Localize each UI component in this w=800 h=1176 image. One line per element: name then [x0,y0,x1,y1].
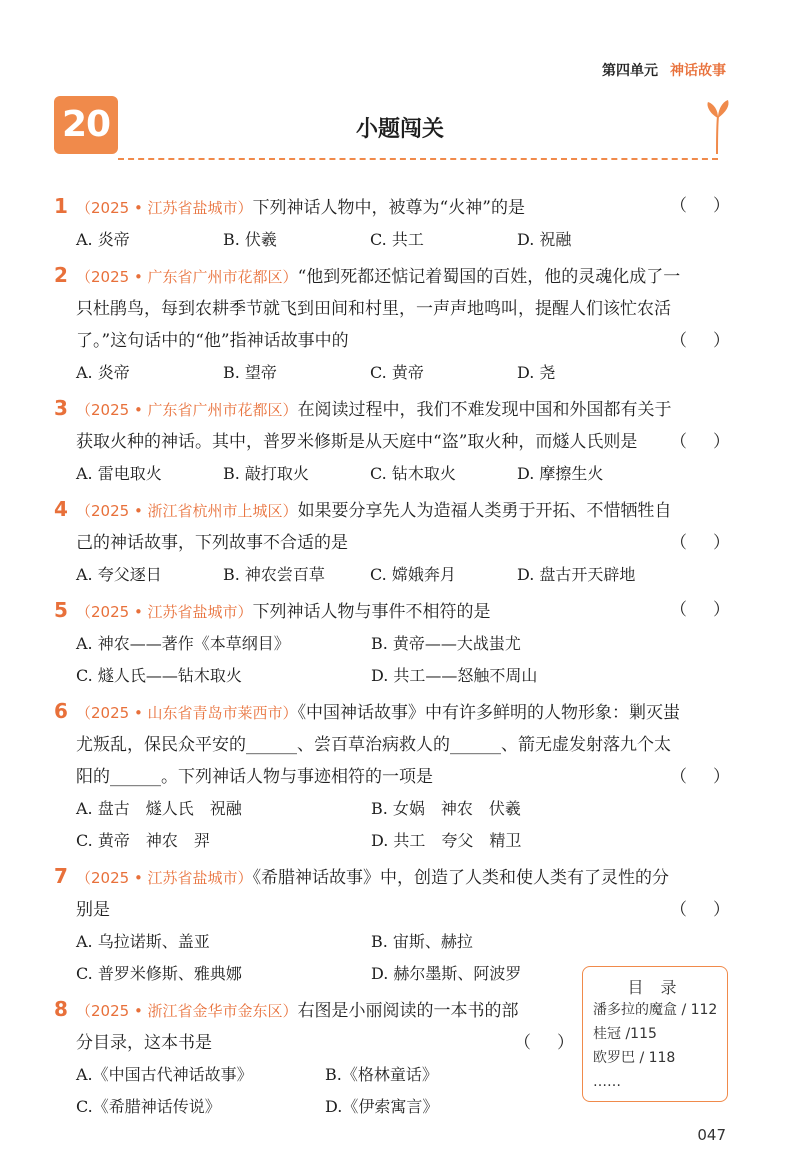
option-a[interactable]: A. 神农——著作《本草纲目》 [76,634,290,653]
answer-blank[interactable]: （ ） [670,900,730,920]
option-b[interactable]: B. 黄帝——大战蚩尤 [371,634,521,653]
option-b[interactable]: B. 伏羲 [223,230,277,249]
question-text: 下列神话人物与事件不相符的是 [252,602,491,622]
question-text: 《希腊神话故事》中，创造了人类和使人类有了灵性的分 [252,868,670,888]
options-row [54,1059,574,1091]
options-row [54,1091,574,1123]
option-d[interactable]: D. 尧 [517,363,556,382]
toc-item: 欧罗巴 / 118 [593,1050,676,1066]
options-row [54,926,734,958]
question-source: （2025 • 江苏省盐城市） [76,603,253,621]
options-row [54,660,734,692]
unit-topic: 神话故事 [670,63,726,79]
option-c[interactable]: C. 普罗米修斯、雅典娜 [76,964,242,983]
option-d[interactable]: D. 共工——怒触不周山 [371,666,538,685]
toc-item: 桂冠 /115 [593,1026,657,1042]
question-line [54,493,734,527]
table-of-contents-box [582,966,728,1102]
question-line [54,190,734,224]
question-line [54,761,734,793]
question-5 [54,594,734,692]
question-line [54,392,734,426]
question-text: 阳的______。下列神话人物与事迹相符的一项是 [76,767,433,787]
options-row [54,458,734,490]
toc-item: 潘多拉的魔盒 / 112 [593,1002,718,1018]
answer-blank[interactable]: （ ） [670,767,730,787]
question-3 [54,392,734,490]
question-line [54,894,734,926]
question-number: 5 [54,598,68,622]
question-number: 4 [54,497,68,521]
answer-blank[interactable]: （ ） [670,533,730,553]
answer-blank[interactable]: （ ） [670,331,730,351]
option-c[interactable]: C.《希腊神话传说》 [76,1097,221,1116]
option-b[interactable]: B. 敲打取火 [223,464,309,483]
sprout-icon [700,96,734,156]
question-text: 右图是小丽阅读的一本书的部 [297,1001,519,1021]
answer-blank[interactable]: （ ） [670,196,730,216]
question-line [54,426,734,458]
question-4 [54,493,734,591]
question-number: 6 [54,699,68,723]
option-d[interactable]: D. 共工 夸父 精卫 [371,831,522,850]
option-d[interactable]: D.《伊索寓言》 [325,1097,439,1116]
question-number: 8 [54,997,68,1021]
lesson-title: 小题闯关 [355,116,444,142]
question-source: （2025 • 广东省广州市花都区） [76,268,298,286]
question-text: 在阅读过程中，我们不难发现中国和外国都有关于 [297,400,672,420]
options-row [54,825,734,857]
option-c[interactable]: C. 共工 [370,230,424,249]
option-b[interactable]: B. 望帝 [223,363,277,382]
option-c[interactable]: C. 黄帝 [370,363,424,382]
option-a[interactable]: A.《中国古代神话故事》 [76,1065,253,1084]
question-text: 别是 [76,900,110,920]
option-a[interactable]: A. 盘古 燧人氏 祝融 [76,799,242,818]
question-text: “他到死都还惦记着蜀国的百姓，他的灵魂化成了一 [297,267,681,287]
option-a[interactable]: A. 夸父逐日 [76,565,162,584]
question-line [54,325,734,357]
option-a[interactable]: A. 雷电取火 [76,464,162,483]
option-a[interactable]: A. 炎帝 [76,230,130,249]
unit-header [602,60,726,80]
question-6 [54,695,734,857]
question-text: 《中国神话故事》中有许多鲜明的人物形象：剿灭蚩 [297,703,681,723]
question-8 [54,993,574,1123]
question-source: （2025 • 浙江省金华市金东区） [76,1002,298,1020]
options-row [54,357,734,389]
options-row [54,793,734,825]
question-text: 只杜鹃鸟，每到农耕季节就飞到田间和村里，一声声地鸣叫，提醒人们该忙农活 [76,299,671,319]
option-b[interactable]: B. 神农尝百草 [223,565,325,584]
answer-blank[interactable]: （ ） [670,432,730,452]
question-text: 如果要分享先人为造福人类勇于开拓、不惜牺牲自 [297,501,672,521]
question-1 [54,190,734,256]
question-text: 获取火种的神话。其中，普罗米修斯是从天庭中“盗”取火种，而燧人氏则是 [76,432,638,452]
question-number: 1 [54,194,68,218]
options-row [54,559,734,591]
question-number: 3 [54,396,68,420]
option-d[interactable]: D. 赫尔墨斯、阿波罗 [371,964,522,983]
option-c[interactable]: C. 黄帝 神农 羿 [76,831,210,850]
question-line [54,527,734,559]
option-a[interactable]: A. 乌拉诺斯、盖亚 [76,932,210,951]
question-source: （2025 • 山东省青岛市莱西市） [76,704,298,722]
question-text: 分目录，这本书是 [76,1033,212,1053]
question-line [54,259,734,293]
option-b[interactable]: B. 女娲 神农 伏羲 [371,799,521,818]
option-c[interactable]: C. 燧人氏——钻木取火 [76,666,242,685]
question-line [54,1027,574,1059]
question-line [54,993,574,1027]
option-d[interactable]: D. 摩擦生火 [517,464,604,483]
question-text: 尤叛乱，保民众平安的______、尝百草治病救人的______、箭无虚发射落九个太 [76,735,671,755]
option-d[interactable]: D. 盘古开天辟地 [517,565,636,584]
option-c[interactable]: C. 钻木取火 [370,464,456,483]
question-source: （2025 • 江苏省盐城市） [76,199,253,217]
option-d[interactable]: D. 祝融 [517,230,572,249]
toc-item: …… [593,1074,621,1090]
option-b[interactable]: B. 宙斯、赫拉 [371,932,473,951]
question-2 [54,259,734,389]
title-divider [118,150,718,160]
question-text: 了。”这句话中的“他”指神话故事中的 [76,331,349,351]
question-line [54,594,734,628]
toc-title: 目 录 [627,978,683,997]
answer-blank[interactable]: （ ） [514,1033,574,1053]
page-number: 047 [697,1126,726,1144]
question-line [54,860,734,894]
options-row [54,628,734,660]
question-source: （2025 • 浙江省杭州市上城区） [76,502,298,520]
option-c[interactable]: C. 嫦娥奔月 [370,565,456,584]
question-text: 己的神话故事，下列故事不合适的是 [76,533,348,553]
unit-label: 第四单元 [602,63,658,79]
options-row [54,224,734,256]
question-number: 2 [54,263,68,287]
lesson-number-badge: 20 [54,96,118,154]
question-text: 下列神话人物中，被尊为“火神”的是 [252,198,525,218]
question-source: （2025 • 江苏省盐城市） [76,869,253,887]
question-source: （2025 • 广东省广州市花都区） [76,401,298,419]
question-line [54,695,734,729]
answer-blank[interactable]: （ ） [670,600,730,620]
question-number: 7 [54,864,68,888]
option-a[interactable]: A. 炎帝 [76,363,130,382]
option-b[interactable]: B.《格林童话》 [325,1065,438,1084]
